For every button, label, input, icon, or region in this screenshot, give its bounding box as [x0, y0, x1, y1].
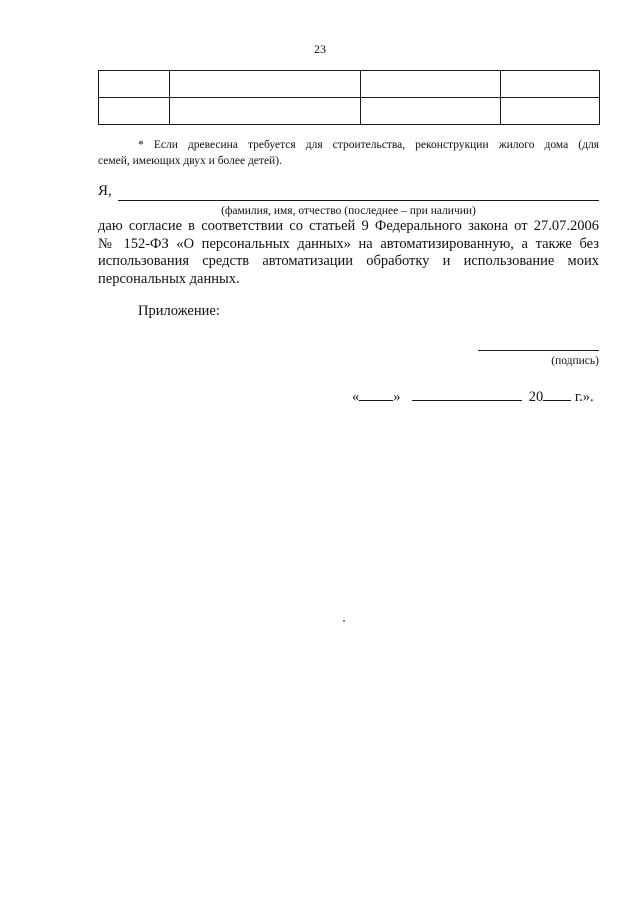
date-suffix: г.».: [571, 389, 594, 405]
table-cell[interactable]: [361, 71, 501, 98]
table-cell[interactable]: [361, 98, 501, 125]
table-row: [99, 98, 600, 125]
consent-line: № 152-ФЗ «О персональных данных» на автоматизированную, а также без: [98, 235, 599, 252]
footnote-line: семей, имеющих двух и более детей).: [98, 155, 282, 167]
table-cell[interactable]: [501, 71, 600, 98]
form-table: [98, 70, 600, 125]
table-cell[interactable]: [501, 98, 600, 125]
consent-line: персональных данных.: [98, 270, 240, 287]
table-cell[interactable]: [170, 71, 361, 98]
consent-line: использования средств автоматизации обработку и использование моих: [98, 253, 599, 269]
date-line: [352, 388, 602, 406]
consent-text: [98, 218, 599, 288]
date-year-blank[interactable]: [543, 388, 571, 401]
name-field-row: [98, 183, 599, 203]
appendix-label: Приложение:: [138, 303, 220, 319]
name-field-line[interactable]: [118, 200, 599, 201]
name-field-hint: (фамилия, имя, отчество (последнее – при наличии): [221, 205, 476, 217]
signature-hint: (подпись): [551, 355, 599, 367]
date-month-blank[interactable]: [412, 388, 522, 401]
date-year-prefix: 20: [528, 389, 544, 405]
table-cell[interactable]: [170, 98, 361, 125]
date-open-quote: «: [352, 389, 360, 405]
consent-line: даю согласие в соответствии со статьей 9 Федерального закона от 27.07.2006: [98, 218, 599, 234]
table-cell[interactable]: [99, 98, 170, 125]
scan-speck: [343, 620, 345, 622]
ya-label: Я,: [98, 183, 112, 199]
date-day-blank[interactable]: [359, 388, 393, 401]
table-row: [99, 71, 600, 98]
date-close-quote: »: [393, 389, 401, 405]
footnote: [98, 137, 599, 169]
footnote-line: * Если древесина требуется для строительства, реконструкции жилого дома (для: [138, 139, 599, 151]
signature-line[interactable]: [478, 350, 599, 351]
page-number: 23: [314, 42, 326, 56]
table-cell[interactable]: [99, 71, 170, 98]
